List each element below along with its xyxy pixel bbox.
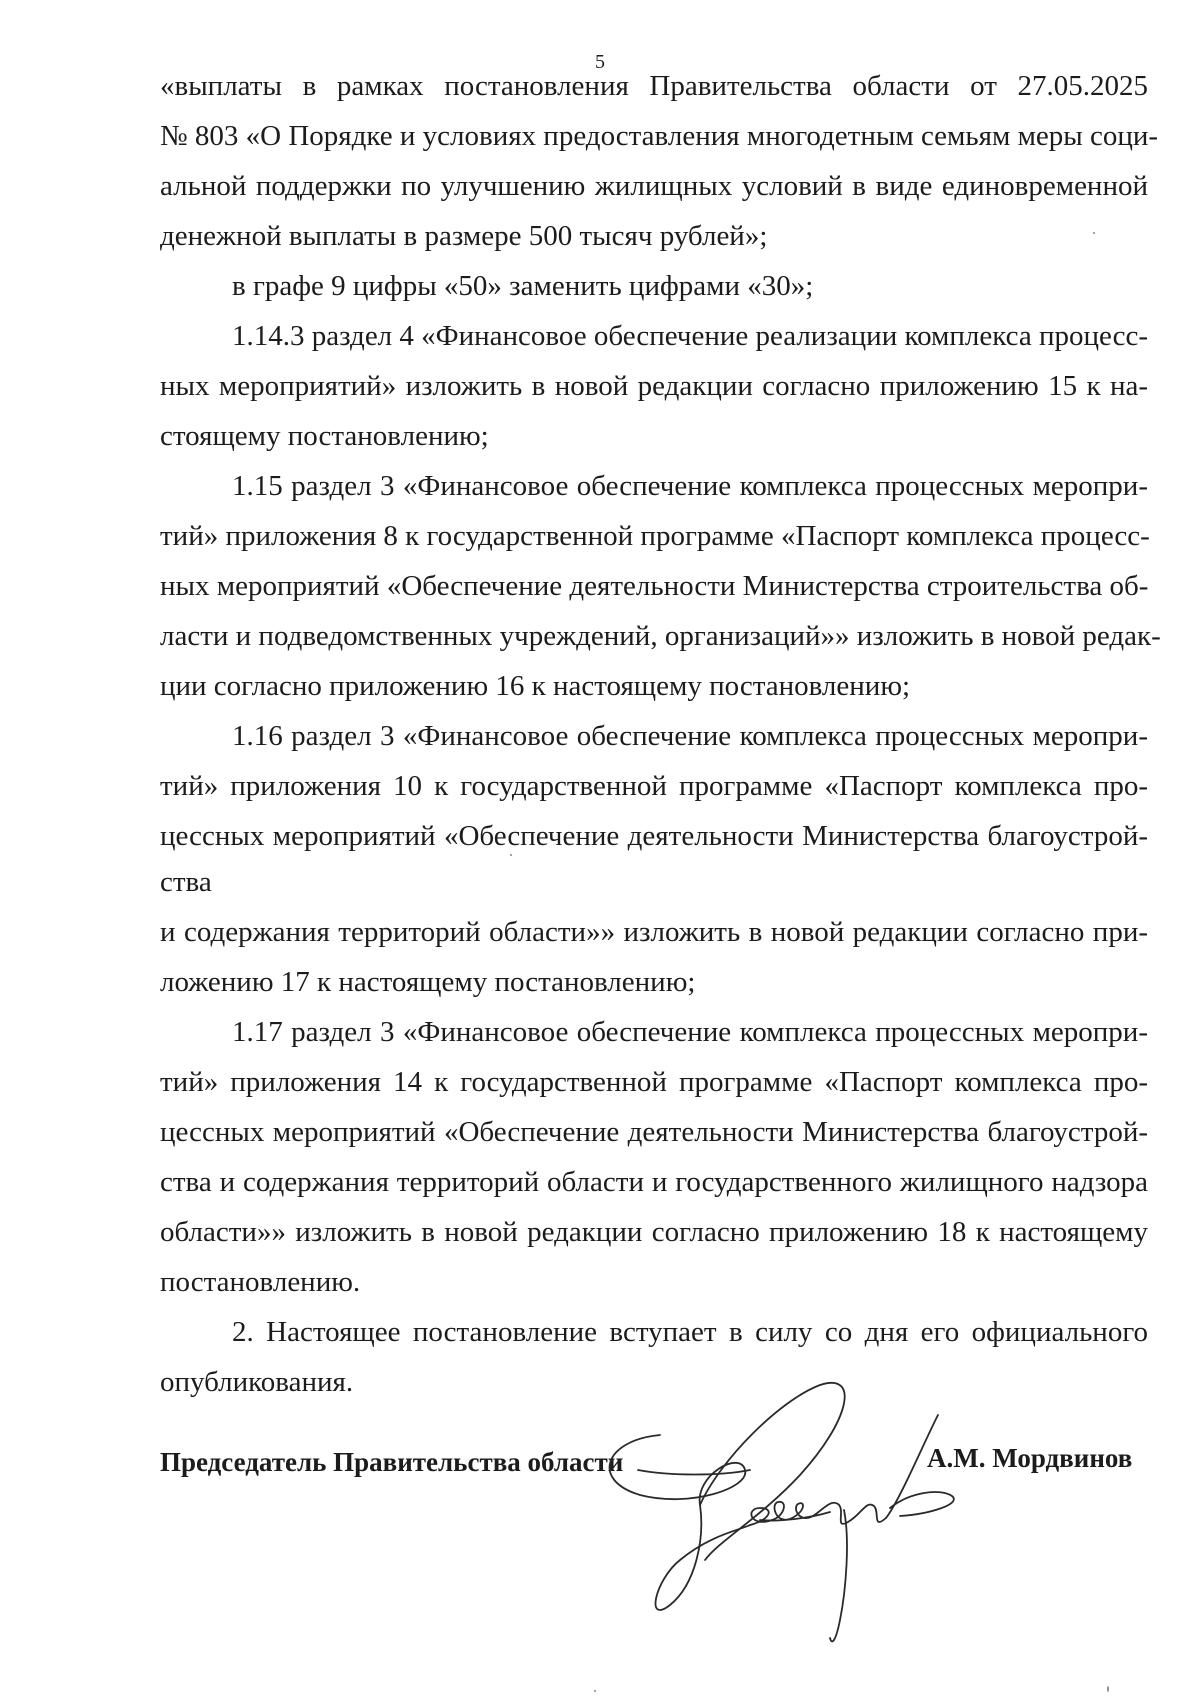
text-line: тий» приложения 8 к государственной программе «Паспорт комплекса процесс- bbox=[160, 520, 1150, 552]
text-line: в графе 9 цифры «50» заменить цифрами «30»; bbox=[232, 270, 814, 302]
text-line: и содержания территорий области»» изложить в новой редакции согласно при- bbox=[160, 916, 1148, 948]
text-line: опубликования. bbox=[160, 1366, 354, 1398]
text-line: области»» изложить в новой редакции согласно приложению 18 к настоящему bbox=[160, 1216, 1148, 1248]
text-line: ных мероприятий «Обеспечение деятельности Министерства строительства об- bbox=[160, 570, 1149, 602]
text-line: 2. Настоящее постановление вступает в силу со дня его официального bbox=[232, 1316, 1148, 1348]
text-line: № 803 «О Порядке и условиях предоставления многодетным семьям меры соци- bbox=[160, 120, 1159, 152]
text-line: стоящему постановлению; bbox=[160, 420, 489, 452]
text-line: ции согласно приложению 16 к настоящему постановлению; bbox=[160, 670, 911, 702]
text-line: 1.15 раздел 3 «Финансовое обеспечение комплекса процессных меропри- bbox=[232, 470, 1148, 502]
scan-speck bbox=[1093, 232, 1095, 234]
text-line: альной поддержки по улучшению жилищных условий в виде единовременной bbox=[160, 170, 1148, 202]
text-line: ных мероприятий» изложить в новой редакции согласно приложению 15 к на- bbox=[160, 370, 1148, 402]
text-line: 1.16 раздел 3 «Финансовое обеспечение комплекса процессных меропри- bbox=[232, 720, 1148, 752]
text-line: ложению 17 к настоящему постановлению; bbox=[160, 966, 696, 998]
text-line: 1.17 раздел 3 «Финансовое обеспечение комплекса процессных меропри- bbox=[232, 1016, 1148, 1048]
signatory-title: Председатель Правительства области bbox=[160, 1447, 624, 1477]
text-line: тий» приложения 14 к государственной программе «Паспорт комплекса про- bbox=[160, 1066, 1148, 1098]
handwritten-signature bbox=[600, 1380, 980, 1680]
scan-speck bbox=[594, 1690, 596, 1692]
text-line: «выплаты в рамках постановления Правительства области от 27.05.2025 bbox=[160, 70, 1148, 102]
text-line: цессных мероприятий «Обеспечение деятельности Министерства благоустрой- bbox=[160, 1116, 1148, 1148]
text-line: ласти и подведомственных учреждений, организаций»» изложить в новой редак- bbox=[160, 620, 1161, 652]
signatory-name: А.М. Мордвинов bbox=[927, 1443, 1133, 1473]
text-line: ства и содержания территорий области и государственного жилищного надзора bbox=[160, 1166, 1148, 1198]
text-line: цессных мероприятий «Обеспечение деятельности Министерства благоустрой- bbox=[160, 820, 1148, 852]
scan-speck bbox=[1107, 1686, 1109, 1692]
text-line: 1.14.3 раздел 4 «Финансовое обеспечение реализации комплекса процесс- bbox=[232, 320, 1148, 352]
page-number: 5 bbox=[595, 51, 605, 73]
text-line: ства bbox=[160, 866, 212, 898]
text-line: денежной выплаты в размере 500 тысяч рублей»; bbox=[160, 220, 768, 252]
text-line: постановлению. bbox=[160, 1266, 361, 1298]
scan-speck bbox=[510, 854, 512, 856]
text-line: тий» приложения 10 к государственной программе «Паспорт комплекса про- bbox=[160, 770, 1148, 802]
